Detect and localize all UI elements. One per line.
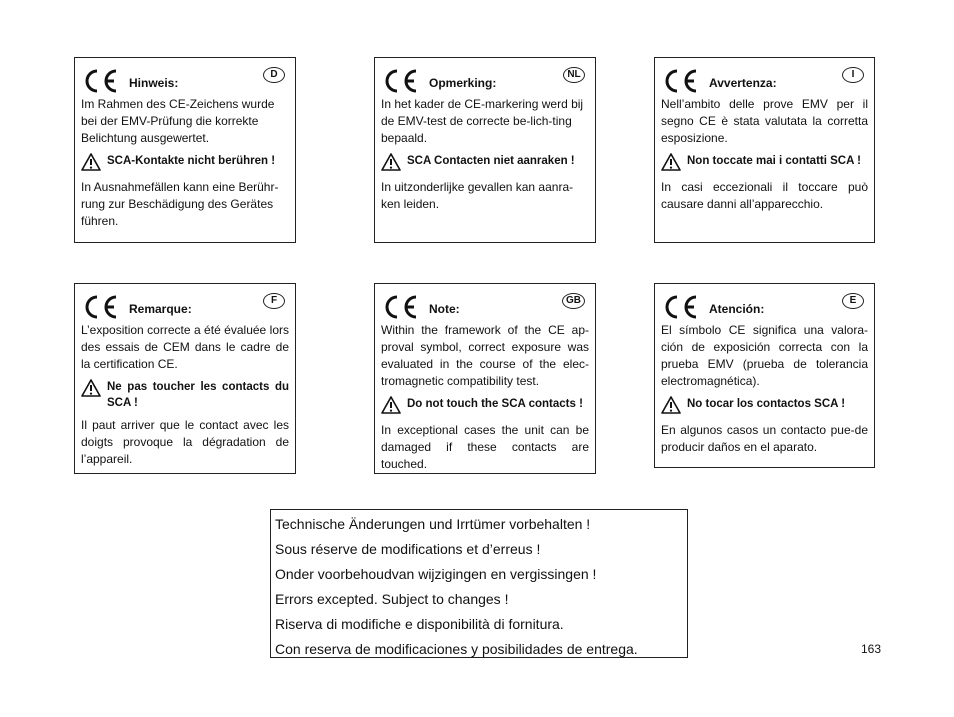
warning-text: SCA-Kontakte nicht berühren !: [107, 155, 276, 167]
disclaimer-line-fr: Sous réserve de modifications et d’erreus !: [275, 541, 541, 557]
disclaimer-line-nl: Onder voorbehoudvan wijzigingen en vergissingen !: [275, 566, 597, 582]
country-code-badge: D: [263, 67, 285, 83]
notice-heading: Avvertenza:: [709, 76, 777, 90]
notice-intro: L’exposition correcte a été évaluée lors des essais de CEM dans le cadre de la certification CE.: [81, 323, 289, 371]
country-code-badge: F: [263, 293, 285, 309]
ce-mark-icon: [663, 294, 701, 320]
warning-row: [661, 153, 868, 173]
warning-row: [381, 396, 589, 416]
warning-row: [81, 153, 289, 173]
disclaimer-line-gb: Errors excepted. Subject to changes !: [275, 591, 509, 607]
notice-box-nl: [374, 57, 596, 243]
warning-row: [381, 153, 589, 173]
notice-header: [81, 62, 289, 96]
notice-intro: Im Rahmen des CE-Zeichens wurde bei der EMV-Prüfung die korrekte Belichtung ausgewertet.: [81, 97, 275, 145]
notice-box-it: [654, 57, 875, 243]
notice-box-gb: [374, 283, 596, 474]
ce-mark-icon: [383, 68, 421, 94]
ce-mark-icon: [663, 68, 701, 94]
notice-intro: Within the framework of the CE ap-proval symbol, correct exposure was evaluated in the course of the elec-tromagnetic compatibility test.: [381, 323, 589, 388]
disclaimer-line-es: Con reserva de modificaciones y posibilidades de entrega.: [275, 641, 638, 657]
ce-mark-icon: [83, 294, 121, 320]
notice-detail: Il paut arriver que le contact avec les doigts provoque la dégradation de l’appareil.: [81, 418, 289, 466]
notice-detail: In casi eccezionali il toccare può causare danni all’apparecchio.: [661, 180, 868, 211]
warning-row: [81, 379, 289, 411]
ce-mark-icon: [83, 68, 121, 94]
notice-heading: Opmerking:: [429, 76, 497, 90]
notice-detail: In uitzonderlijke gevallen kan aanra-ken leiden.: [381, 180, 574, 211]
notice-heading: Atención:: [709, 302, 765, 316]
notice-heading: Note:: [429, 302, 460, 316]
warning-text: No tocar los contactos SCA !: [687, 398, 846, 410]
notice-header: [661, 288, 868, 322]
warning-text: Ne pas toucher les contacts du SCA !: [107, 381, 289, 409]
notice-header: [381, 62, 589, 96]
warning-text: Non toccate mai i contatti SCA !: [687, 155, 862, 167]
notice-header: [661, 62, 868, 96]
notice-heading: Remarque:: [129, 302, 192, 316]
notice-box-fr: [74, 283, 296, 474]
notice-header: [381, 288, 589, 322]
notice-box-es: [654, 283, 875, 468]
notice-intro: El símbolo CE significa una valora-ción de exposición correcta con la prueba EMV (prueba de tolerancia electromagnética).: [661, 323, 868, 388]
ce-mark-icon: [383, 294, 421, 320]
notice-intro: In het kader de CE-markering werd bij de EMV-test de correcte be-lich-ting bepaald.: [381, 97, 584, 145]
disclaimer-line-it: Riserva di modifiche e disponibilità di fornitura.: [275, 616, 564, 632]
country-code-badge: NL: [563, 67, 585, 83]
notice-intro: Nell’ambito delle prove EMV per il segno CE è stata valutata la corretta esposizione.: [661, 97, 868, 145]
country-code-badge: E: [842, 293, 864, 309]
notice-header: [81, 288, 289, 322]
notice-detail: En algunos casos un contacto pue-de producir daños en el aparato.: [661, 423, 868, 454]
page-number: 163: [861, 642, 882, 656]
notice-detail: In Ausnahmefällen kann eine Berühr-rung zur Beschädigung des Gerätes führen.: [81, 180, 279, 228]
warning-text: Do not touch the SCA contacts !: [407, 398, 583, 410]
country-code-badge: I: [842, 67, 864, 83]
disclaimer-line-de: Technische Änderungen und Irrtümer vorbehalten !: [275, 516, 591, 532]
notice-box-de: [74, 57, 296, 243]
country-code-badge: GB: [562, 293, 585, 309]
notice-detail: In exceptional cases the unit can be damaged if these contacts are touched.: [381, 423, 589, 471]
disclaimer-box: [270, 509, 688, 658]
warning-text: SCA Contacten niet aanraken !: [407, 155, 575, 167]
warning-row: [661, 396, 868, 416]
notice-heading: Hinweis:: [129, 76, 179, 90]
